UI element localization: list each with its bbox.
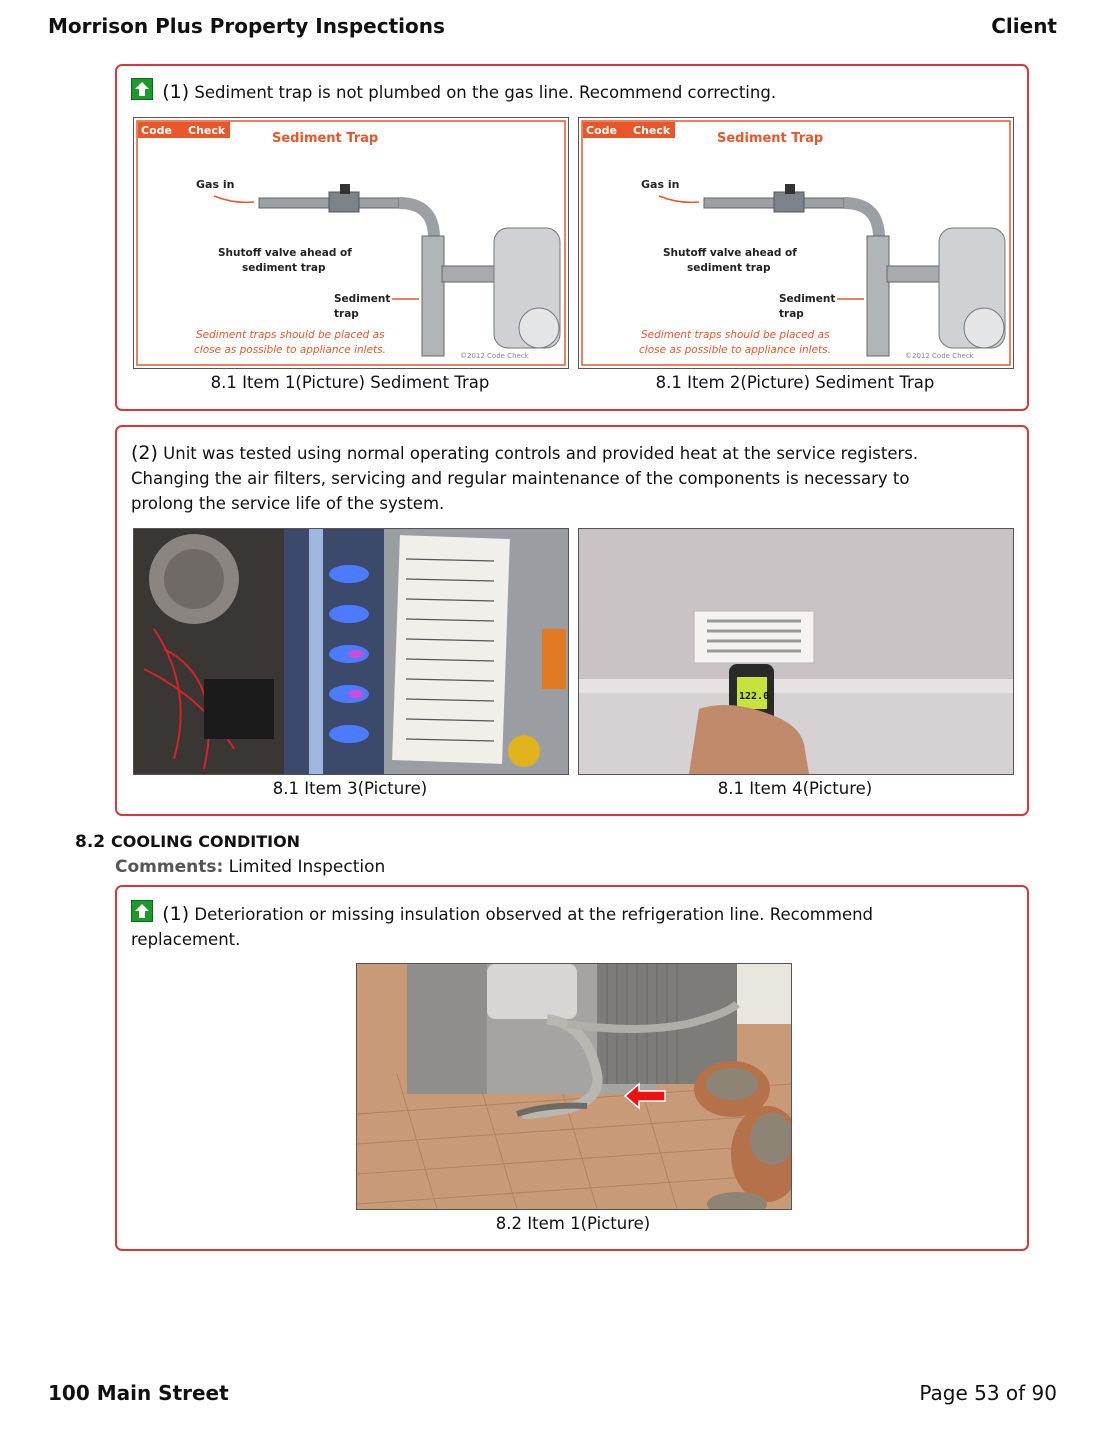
defect-text [131, 78, 1013, 105]
up-arrow-icon [131, 900, 153, 922]
picture-sediment-trap-1[interactable] [133, 117, 569, 369]
brand-code: Code [141, 124, 172, 137]
company-name: Morrison Plus Property Inspections [48, 14, 445, 38]
item-text-line2: Changing the air filters, servicing and regular maintenance of the components is necessary to [131, 469, 910, 488]
picture-caption: 8.1 Item 3(Picture) [272, 779, 428, 798]
section-comments [115, 857, 385, 877]
picture-furnace-burners[interactable] [133, 528, 569, 775]
diagram-title: Sediment Trap [272, 131, 379, 146]
comments-value: Limited Inspection [228, 857, 386, 877]
label-trap-1: Sediment [779, 293, 836, 305]
label-shutoff-2: sediment trap [687, 262, 771, 274]
label-trap-2: trap [779, 308, 804, 320]
label-gas-in: Gas in [196, 178, 235, 191]
label-gas-in: Gas in [641, 178, 680, 191]
item-number: (1) [162, 81, 190, 103]
item-text-line2: replacement. [131, 930, 241, 949]
label-shutoff-1: Shutoff valve ahead of [663, 247, 797, 259]
section-heading [75, 832, 300, 852]
diagram-title: Sediment Trap [717, 131, 824, 146]
info-box-heating-test [115, 425, 1029, 816]
label-trap-2: trap [334, 308, 359, 320]
property-address: 100 Main Street [48, 1381, 229, 1405]
info-text [131, 441, 1013, 516]
label-note-1: Sediment traps should be placed as [641, 329, 830, 341]
item-text-line1: Unit was tested using normal operating controls and provided heat at the service registers. [163, 444, 919, 463]
brand-check: Check [188, 124, 226, 137]
defect-text [131, 900, 1013, 952]
picture-caption: 8.1 Item 4(Picture) [717, 779, 873, 798]
client-name: Client [991, 14, 1057, 38]
defect-box-refrigeration-line [115, 885, 1029, 1251]
label-shutoff-1: Shutoff valve ahead of [218, 247, 352, 259]
label-note-2: close as possible to appliance inlets. [194, 344, 386, 356]
picture-caption: 8.1 Item 1(Picture) Sediment Trap [210, 373, 490, 392]
picture-caption: 8.2 Item 1(Picture) [495, 1214, 651, 1233]
picture-register-thermometer[interactable] [578, 528, 1014, 775]
comments-label: Comments: [115, 857, 224, 877]
item-number: (1) [162, 903, 190, 925]
label-shutoff-2: sediment trap [242, 262, 326, 274]
item-text-line1: Deterioration or missing insulation observed at the refrigeration line. Recommend [194, 905, 874, 924]
label-note-2: close as possible to appliance inlets. [639, 344, 831, 356]
label-note-1: Sediment traps should be placed as [196, 329, 385, 341]
label-copyright: ©2012 Code Check [460, 352, 529, 360]
picture-sediment-trap-2[interactable] [578, 117, 1014, 369]
item-text-line3: prolong the service life of the system. [131, 494, 445, 513]
item-text: Sediment trap is not plumbed on the gas line. Recommend correcting. [194, 83, 777, 102]
label-trap-1: Sediment [334, 293, 391, 305]
page-number: Page 53 of 90 [919, 1381, 1057, 1405]
thermometer-reading: 122.0 [739, 691, 770, 702]
section-title: COOLING CONDITION [111, 832, 301, 851]
item-number: (2) [131, 442, 158, 464]
picture-refrigeration-line[interactable] [356, 963, 792, 1210]
section-number: 8.2 [75, 832, 106, 852]
brand-check: Check [633, 124, 671, 137]
up-arrow-icon [131, 78, 153, 100]
defect-box-gas-sediment [115, 64, 1029, 411]
picture-caption: 8.1 Item 2(Picture) Sediment Trap [655, 373, 935, 392]
brand-code: Code [586, 124, 617, 137]
label-copyright: ©2012 Code Check [905, 352, 974, 360]
